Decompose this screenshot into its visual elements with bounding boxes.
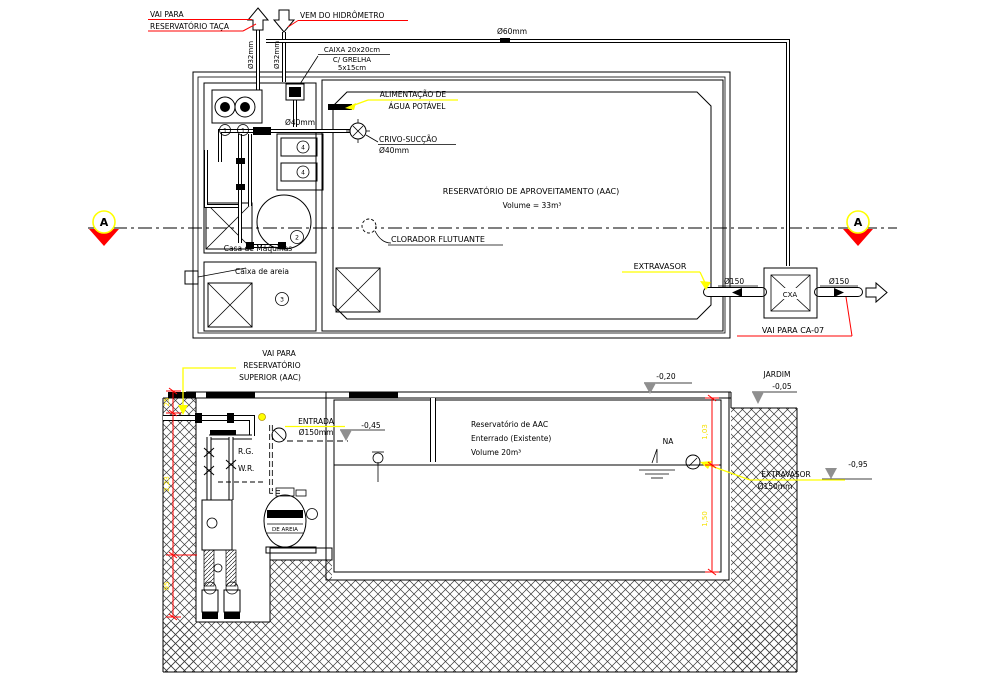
slab-beam <box>206 392 255 398</box>
crossed-square-machine-room <box>206 203 252 249</box>
section-letter: A <box>853 216 863 229</box>
label-line: VAI PARA CA-07 <box>761 326 825 335</box>
label-rg: R.G. <box>238 447 254 456</box>
section-marker-right <box>843 211 873 246</box>
label-line: SUPERIOR (AAC) <box>239 373 301 382</box>
section-view <box>163 349 872 672</box>
label-line: Ø150mm <box>298 428 334 437</box>
float-switch <box>372 452 384 482</box>
tag-label: 3 <box>280 296 284 304</box>
cxa-box <box>764 268 817 318</box>
label-line: EXTRAVASOR <box>633 262 687 271</box>
label-line: 5x15cm <box>337 64 367 72</box>
label-dia32-left: Ø32mm <box>247 40 255 70</box>
level-marker-095 <box>822 460 872 479</box>
dim-103: 1,03 <box>701 424 709 440</box>
dim-25: 25 <box>163 397 171 407</box>
label-dia40-pipe: Ø40mm <box>284 118 316 127</box>
label-line: VAI PARA <box>150 10 184 19</box>
water-level-symbol <box>639 437 675 478</box>
label-dia150-right: Ø150 <box>828 277 850 286</box>
label-line: CRIVO-SUCÇÃO <box>379 135 438 144</box>
filtro-label2: DE AREIA <box>272 527 298 533</box>
label-line: RESERVATÓRIO <box>243 361 301 370</box>
dimension-right <box>701 395 719 575</box>
ground-hatch-bottom <box>163 622 797 672</box>
label-caixa-grelha <box>300 46 390 84</box>
label-line: CLORADOR FLUTUANTE <box>391 235 485 244</box>
crossed-square-sand-box <box>208 283 252 327</box>
label-dia32-right: Ø32mm <box>273 40 281 70</box>
level-label: -0,45 <box>361 421 381 430</box>
tag-label: 4 <box>301 144 305 152</box>
tag-label: 2 <box>295 234 299 242</box>
pump-riser <box>204 550 214 586</box>
label-line: EXTRAVASOR <box>761 470 811 479</box>
label-line: CAIXA 20x20cm <box>323 46 381 54</box>
equipment-tag-tank <box>291 231 304 244</box>
dim-223: 2,23 <box>163 476 171 492</box>
cxa-label: CXA <box>782 291 798 299</box>
floating-chlorinator-symbol <box>362 219 376 233</box>
label-entrada <box>272 417 348 442</box>
crossed-square-tank <box>336 268 380 312</box>
na-label: NA <box>662 437 674 446</box>
section-letter: A <box>99 216 109 229</box>
label-line: C/ GRELHA <box>332 56 372 64</box>
label-line: Volume 20m³ <box>471 448 522 457</box>
tag-label: 1 <box>223 127 227 135</box>
wall-box <box>185 271 198 284</box>
label-dia150-left: Ø150 <box>723 277 745 286</box>
label-clorador <box>388 235 503 245</box>
ground-hatch-under-tank <box>332 580 731 622</box>
jardim-label: JARDIM <box>763 370 791 379</box>
label-line: Enterrado (Existente) <box>471 434 552 443</box>
pipe-fitting <box>500 38 510 43</box>
label-line: ENTRADA <box>298 417 334 426</box>
plan-tank-volume: Volume = 33m³ <box>502 201 562 210</box>
plan-view <box>88 8 897 338</box>
slab-beam <box>349 392 398 398</box>
label-crivo <box>366 135 456 155</box>
pipe-cap <box>259 414 266 421</box>
level-marker-045 <box>340 421 385 441</box>
section-marker-left <box>89 211 119 246</box>
outflow-arrow-icon <box>866 283 887 302</box>
section-tank-text <box>471 420 551 457</box>
equipment-tag-sand-box <box>276 293 289 306</box>
plan-outer-wall <box>193 72 730 338</box>
level-marker-020 <box>644 372 692 394</box>
label-line: ALIMENTAÇÃO DE <box>379 90 447 99</box>
label-line: VEM DO HIDRÔMETRO <box>300 11 385 20</box>
filtro-label: FILTRO <box>275 512 295 519</box>
label-vai-ca07 <box>737 297 852 336</box>
label-line: VAI PARA <box>262 349 296 358</box>
round-tank <box>257 195 311 249</box>
level-label: -0,05 <box>772 382 792 391</box>
suction-strainer <box>346 119 370 143</box>
ground-hatch-mid <box>270 560 332 622</box>
label-line: Reservatório de AAC <box>471 420 549 429</box>
label-dia60: Ø60mm <box>496 27 528 36</box>
label-caixa-areia: Caixa de areia <box>235 267 289 276</box>
level-marker-jardim <box>752 370 797 404</box>
label-wr: W.R. <box>238 464 255 473</box>
dim-95: 95 <box>163 581 171 591</box>
label-alimentacao <box>345 90 458 111</box>
label-line: RESERVATÓRIO TAÇA <box>150 22 230 31</box>
label-vem-hidrometro <box>288 11 408 27</box>
dim-150: 1,50 <box>701 511 709 527</box>
label-extravasor-plan <box>622 262 711 290</box>
label-line: Ø150mm <box>757 482 793 491</box>
floor-ledge <box>270 548 332 560</box>
pump-riser <box>226 550 236 586</box>
label-casa-maquinas: Casa de Máquinas <box>223 244 293 253</box>
tag-label: 4 <box>301 169 305 177</box>
arrow-down-icon <box>274 10 294 32</box>
pump-group <box>212 90 262 123</box>
label-line: ÁGUA POTÁVEL <box>388 102 446 111</box>
plan-tank-title: RESERVATÓRIO DE APROVEITAMENTO (AAC) <box>442 187 620 196</box>
label-line: Ø40mm <box>379 146 410 155</box>
tag-label: 1 <box>241 127 245 135</box>
level-label: -0,20 <box>656 372 676 381</box>
label-vai-taca <box>148 10 256 31</box>
level-label: -0,95 <box>848 460 868 469</box>
sand-filter <box>264 488 318 553</box>
